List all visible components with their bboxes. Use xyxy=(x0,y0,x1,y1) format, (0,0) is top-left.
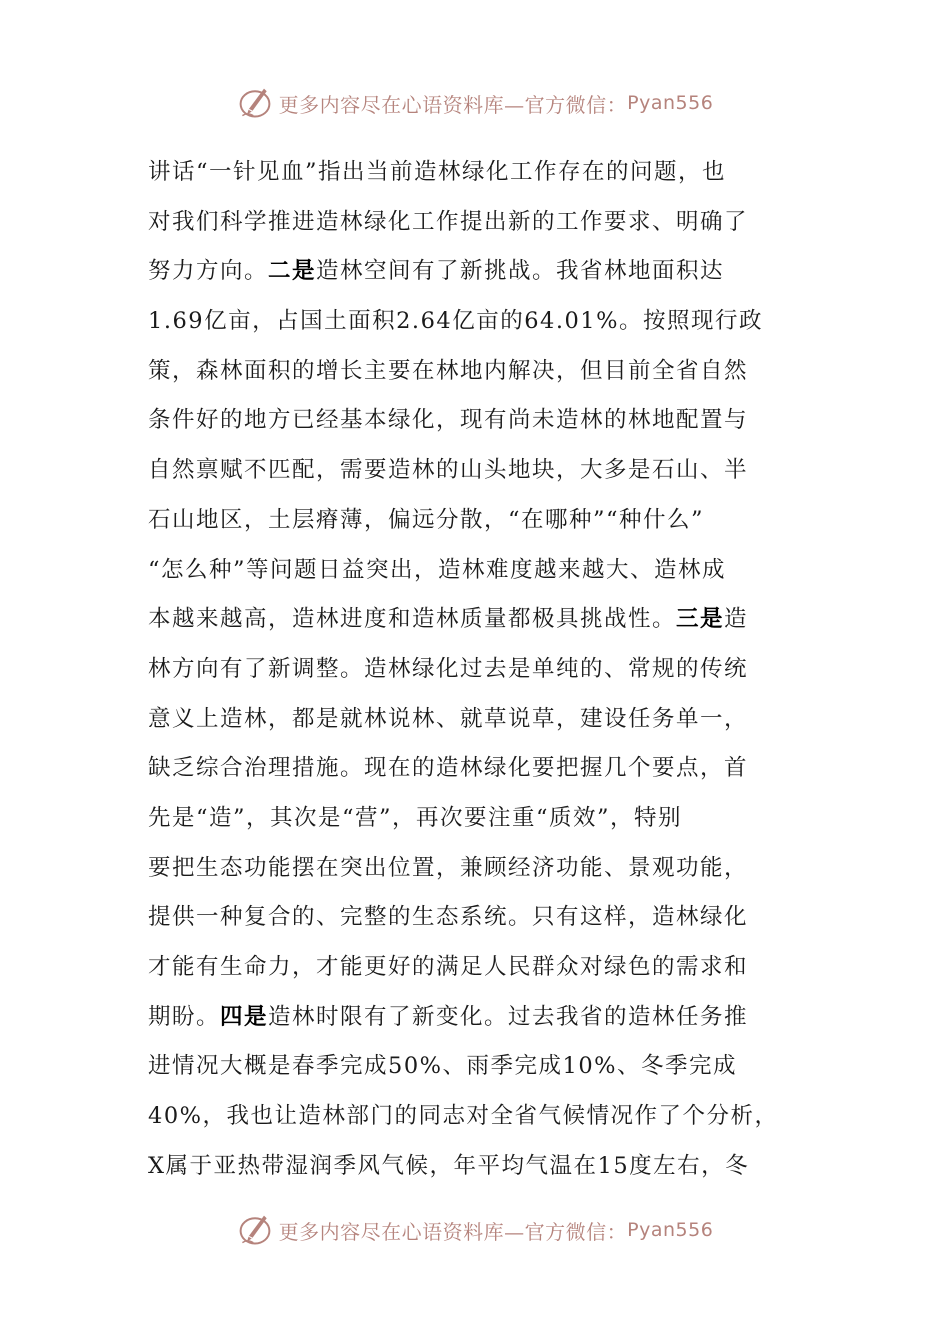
pen-circle-logo-icon xyxy=(237,1212,273,1248)
text-line xyxy=(148,993,798,1043)
text-line xyxy=(148,645,798,695)
text-line xyxy=(148,1042,798,1092)
text-run: 要把生态功能摆在突出位置，兼顾经济功能、景观功能， xyxy=(148,854,749,881)
text-run: 林方向有了新调整。造林绿化过去是单纯的、常规的传统 xyxy=(148,655,749,682)
pen-circle-logo-icon xyxy=(237,85,273,121)
text-line xyxy=(148,198,798,248)
text-line xyxy=(148,446,798,496)
text-run: 本越来越高，造林进度和造林质量都极具挑战性。 xyxy=(148,606,677,633)
text-run: “怎么种”等问题日益突出，造林难度越来越大、造林成 xyxy=(148,556,727,583)
text-run: 1.69亿亩，占国土面积2.64亿亩的64.01%。按照现行政 xyxy=(148,308,763,335)
text-run: 讲话“一针见血”指出当前造林绿化工作存在的问题，也 xyxy=(148,159,727,185)
text-run: 努力方向。 xyxy=(148,258,269,285)
text-run: 40%，我也让造林部门的同志对全省气候情况作了个分析， xyxy=(148,1103,779,1130)
text-run: 意义上造林，都是就林说林、就草说草，建设任务单一， xyxy=(148,705,749,732)
text-line xyxy=(148,247,798,297)
text-line xyxy=(148,396,798,446)
text-run: 造林时限有了新变化。过去我省的造林任务推 xyxy=(268,1003,749,1030)
text-run: 才能有生命力，才能更好的满足人民群众对绿色的需求和 xyxy=(148,954,749,980)
bold-marker: 四是 xyxy=(220,1003,269,1030)
text-line xyxy=(148,347,798,397)
text-line xyxy=(148,794,798,844)
text-line xyxy=(148,893,798,943)
text-run: 条件好的地方已经基本绿化，现有尚未造林的林地配置与 xyxy=(148,407,749,434)
text-line xyxy=(148,148,798,198)
text-line xyxy=(148,595,798,645)
footer-banner xyxy=(0,1207,950,1253)
text-run: 对我们科学推进造林绿化工作提出新的工作要求、明确了 xyxy=(148,208,749,235)
text-line xyxy=(148,695,798,745)
text-run: 造林空间有了新挑战。我省林地面积达 xyxy=(316,258,725,285)
header-banner-text: 更多内容尽在心语资料库—官方微信： xyxy=(278,92,628,117)
text-run: 自然禀赋不匹配，需要造林的山头地块，大多是石山、半 xyxy=(148,457,749,484)
text-run: 造 xyxy=(724,606,749,633)
bold-marker: 二是 xyxy=(268,258,317,285)
footer-banner-wechat-id: Pyan556 xyxy=(627,1219,714,1241)
body-text xyxy=(148,148,798,1191)
text-line xyxy=(148,744,798,794)
text-run: 石山地区，土层瘠薄，偏远分散，“在哪种”“种什么” xyxy=(148,506,705,533)
text-run: 进情况大概是春季完成50%、雨季完成10%、冬季完成 xyxy=(148,1053,738,1080)
text-run: 先是“造”，其次是“营”，再次要注重“质效”，特别 xyxy=(148,804,683,831)
text-line xyxy=(148,1092,798,1142)
text-run: 提供一种复合的、完整的生态系统。只有这样，造林绿化 xyxy=(148,904,749,931)
text-run: 策，森林面积的增长主要在林地内解决，但目前全省自然 xyxy=(148,357,749,384)
text-line xyxy=(148,546,798,596)
text-line xyxy=(148,1142,798,1192)
footer-banner-text: 更多内容尽在心语资料库—官方微信： xyxy=(278,1219,628,1244)
bold-marker: 三是 xyxy=(676,606,725,633)
header-banner-wechat-id: Pyan556 xyxy=(627,92,714,114)
text-line xyxy=(148,297,798,347)
header-banner xyxy=(0,80,950,126)
text-run: 缺乏综合治理措施。现在的造林绿化要把握几个要点，首 xyxy=(148,755,749,782)
text-line xyxy=(148,844,798,894)
text-line xyxy=(148,943,798,993)
text-run: X属于亚热带湿润季风气候，年平均气温在15度左右，冬 xyxy=(148,1152,750,1179)
text-run: 期盼。 xyxy=(148,1003,221,1030)
text-line xyxy=(148,496,798,546)
